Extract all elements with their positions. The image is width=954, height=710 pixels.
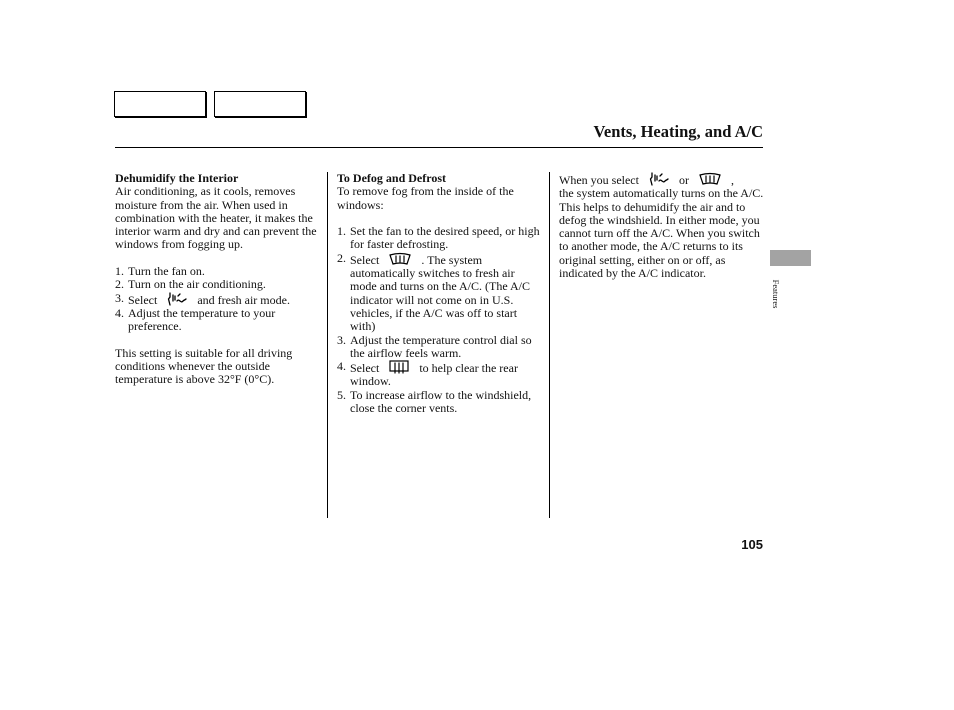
nav-button-next[interactable] [214,91,306,117]
section-tab [770,250,811,266]
list-item: 3. Adjust the temperature control dial so the airflow feels warm. [337,332,532,360]
list-item: 4. Adjust the temperature to your preference. [115,305,276,334]
list-item: 3. Select and fresh air mode. [115,290,290,307]
list-item: 4. Select to help clear the rear window. [337,359,518,389]
rear-defrost-icon [389,360,409,374]
list-item: 2. Select . The system automatically switches to fresh air mode and turns on the A/C. (The A/C indicator will not come on in U.S. vehicles, if the A/C was off to start with) [337,250,530,334]
intro-dehumidify: Air conditioning, as it cools, removes moisture from the air. When used in combination with the heater, it makes the interior warm and dry and can prevent the windows from fogging up. [115,184,317,252]
list-item: 1. Set the fan to the desired speed, or high for faster defrosting. [337,224,540,252]
mode-note-text: the system automatically turns on the A/C. This helps to dehumidify the air and to defog the windshield. In either mode, you cannot turn off the A/C. When you switch to another mode, the A/C returns to its original setting, either on or off, as indicated by the A/C indicator. [559,186,764,281]
list-item: 2. Turn on the air conditioning. [115,277,266,292]
header-rule [115,147,763,148]
column-mode-note [559,172,765,280]
floor-defrost-mode-icon [167,292,187,306]
heading-dehumidify: Dehumidify the Interior [115,171,239,185]
column-defog-defrost [337,172,543,415]
windshield-defrost-icon [389,252,411,266]
features-tab-label: Features [771,279,781,309]
column-divider [327,172,328,518]
list-item: 1. Turn the fan on. [115,264,205,279]
intro-defog: To remove fog from the inside of the windows: [337,184,514,212]
note-temperature: This setting is suitable for all driving conditions whenever the outside temperature is above 32°F (0°C). [115,345,293,387]
section-title: Vents, Heating, and A/C [593,122,763,141]
floor-defrost-mode-icon [649,172,669,186]
list-item: 5. To increase airflow to the windshield, close the corner vents. [337,387,532,416]
mode-note-lead: When you select or , [559,173,734,187]
windshield-defrost-icon [699,172,721,186]
column-divider [549,172,550,518]
nav-button-prev[interactable] [114,91,206,117]
page-number: 105 [741,537,763,552]
heading-defog: To Defog and Defrost [337,171,447,185]
column-dehumidify [115,172,321,387]
